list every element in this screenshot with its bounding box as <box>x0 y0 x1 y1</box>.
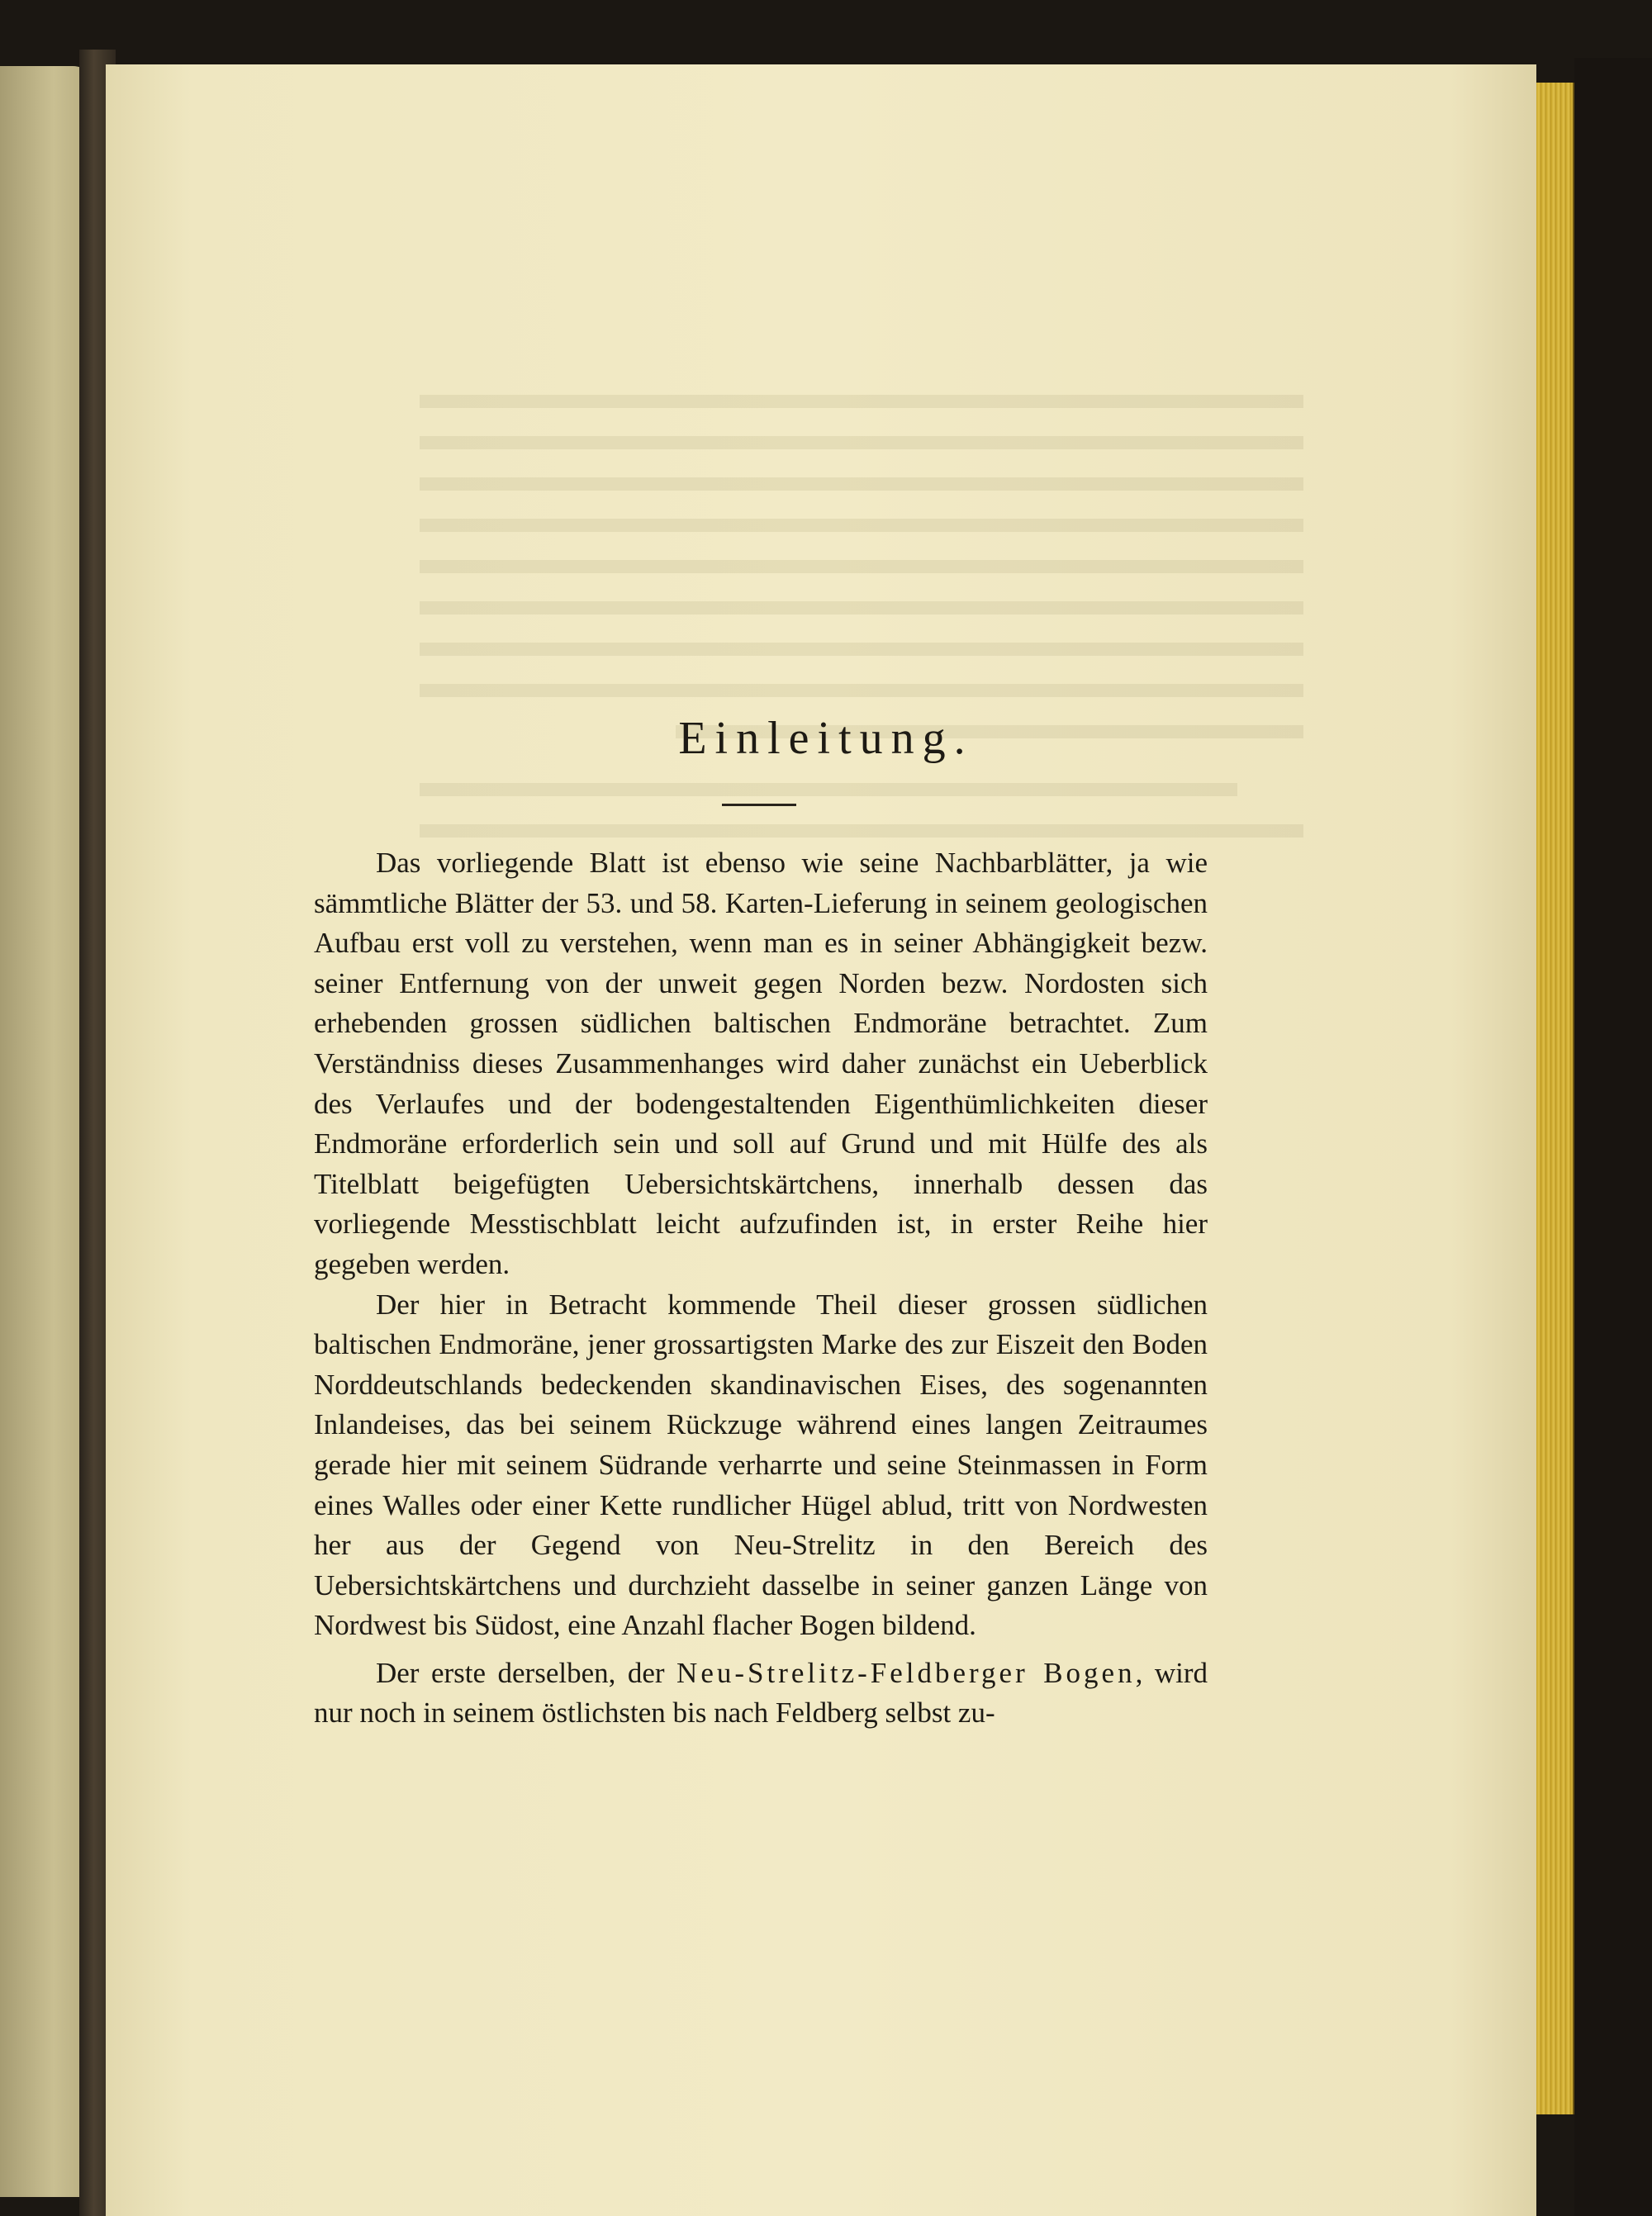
scan-border <box>1574 58 1652 2216</box>
paragraph-1: Das vorliegende Blatt ist ebenso wie seine Nachbarblätter, ja wie sämmtliche Blätter der 53. und 58. Karten-Lieferung in seinem geologischen Aufbau erst voll zu verstehen, wenn man es in seiner Abhängigkeit bezw. seiner Entfernung von der unweit gegen Norden bezw. Nordosten sich erhebenden grossen südlichen baltischen Endmoräne betrachtet. Zum Verständniss dieses Zusammenhanges wird daher zunächst ein Ueberblick des Verlaufes und der bodengestaltenden Eigenthümlichkeiten dieser Endmoräne erforderlich sein und soll auf Grund und mit Hülfe des als Titelblatt beigefügten Uebersichtskärtchens, innerhalb dessen das vorliegende Messtischblatt leicht aufzufinden ist, in erster Reihe hier gegeben werden. <box>314 847 1208 1280</box>
chapter-heading: Einleitung. <box>678 713 974 764</box>
paragraph-3 <box>314 1654 1208 1734</box>
paragraph-2: Der hier in Betracht kommende Theil dieser grossen südlichen baltischen Endmoräne, jener grossartigsten Marke des zur Eiszeit den Boden Norddeutschlands bedeckenden skandinavischen Eises, des sogenannten Inlandeises, das bei seinem Rückzuge während eines langen Zeitraumes gerade hier mit seinem Südrande verharrte und seine Steinmassen in Form eines Walles oder einer Kette rundlicher Hügel ablud, tritt von Nordwesten her aus der Gegend von Neu-Strelitz in den Bereich des Uebersichtskärtchens und durchzieht dasselbe in seiner ganzen Länge von Nordwest bis Südost, eine Anzahl flacher Bogen bildend. <box>314 1288 1208 1642</box>
page-edges-gilt <box>1536 83 1578 2114</box>
paragraph-3-emphasis: Neu-Strelitz-Feldberger Bogen <box>676 1656 1136 1689</box>
paragraph-3-start: Der erste derselben, der <box>376 1656 677 1689</box>
body-text <box>314 843 1208 1734</box>
paragraph-3-end: , wird nur noch in seinem östlichsten bis nach Feldberg selbst zu- <box>314 1656 1208 1730</box>
heading-rule <box>722 804 796 806</box>
